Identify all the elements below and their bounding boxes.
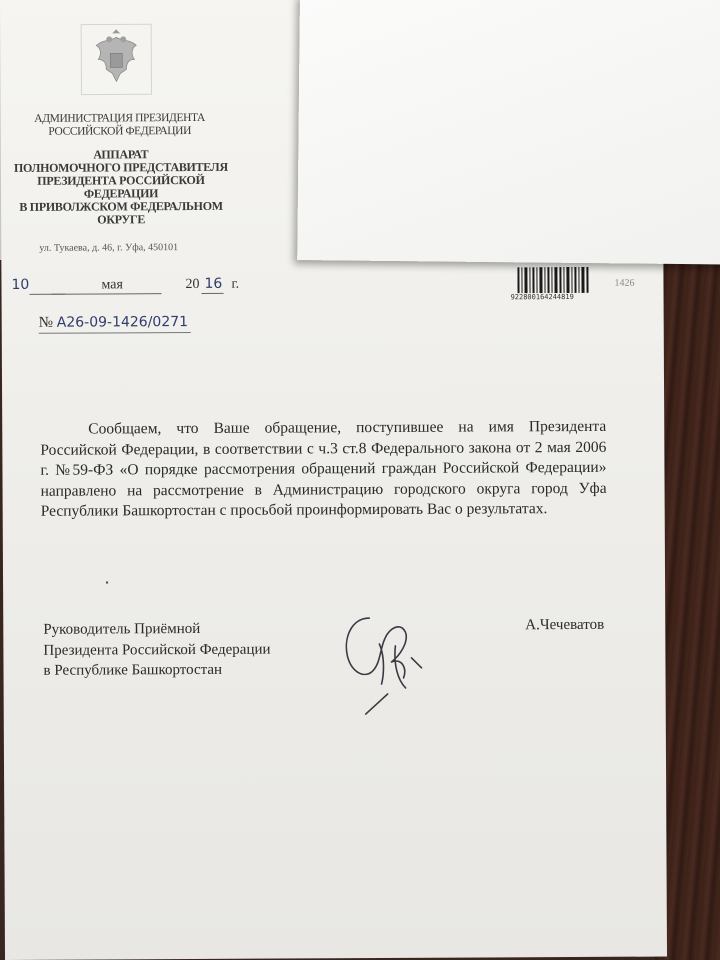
title-line: Руководитель Приёмной (43, 620, 201, 638)
title-line: в Республике Башкортостан (43, 661, 223, 679)
org-line: АДМИНИСТРАЦИЯ ПРЕЗИДЕНТА (34, 111, 205, 125)
reference-underline (39, 332, 191, 334)
date-line (11, 277, 261, 296)
barcode-icon (517, 267, 589, 293)
reference-number (39, 314, 188, 332)
dept-line: ПРЕЗИДЕНТА РОССИЙСКОЙ ФЕДЕРАЦИИ (37, 172, 205, 201)
date-year-mark: г. (231, 276, 240, 292)
emblem-icon (80, 23, 152, 95)
signatory-title (43, 619, 270, 682)
reference-prefix: № (38, 314, 54, 331)
barcode-number: 922800164244819 (510, 292, 574, 302)
dept-line: ПОЛНОМОЧНОГО ПРЕДСТАВИТЕЛЯ (13, 159, 228, 175)
address: ул. Тукаева, д. 46, г. Уфа, 450101 (39, 242, 179, 254)
body-paragraph: Сообщаем, что Ваше обращение, поступившее на имя Президента Российской Федерации, в соответствии с ч.3 ст.8 Федерального закона от 2 мая 2006 г. №59-ФЗ «О порядке рассмотрения обращений граждан Российской Федерации» направлено на рассмотрение в Администрацию городского округа город Уфа Республики Башкортостан с просьбой проинформировать Вас о результатах. (40, 417, 607, 520)
date-year-suffix: 16 (204, 275, 223, 292)
signatory-name: А.Чечеватов (525, 616, 605, 634)
date-day: 10 (11, 276, 30, 293)
reference-value: А26-09-1426/0271 (56, 314, 189, 331)
date-month: мая (101, 277, 123, 293)
dept-line: АППАРАТ (93, 147, 149, 162)
dept-line: В ПРИВОЛЖСКОМ ФЕДЕРАЛЬНОМ ОКРУГЕ (19, 198, 223, 227)
org-line: РОССИЙСКОЙ ФЕДЕРАЦИИ (48, 125, 192, 138)
title-line: Президента Российской Федерации (43, 641, 271, 659)
ink-dot (106, 581, 108, 583)
department-header (7, 148, 235, 227)
handwritten-signature-icon (339, 598, 440, 719)
overlapping-paper-sheet (297, 0, 720, 265)
corner-number: 1426 (614, 277, 635, 289)
letter-body (40, 417, 607, 522)
org-header (25, 112, 215, 139)
date-year-prefix: 20 (185, 276, 200, 293)
